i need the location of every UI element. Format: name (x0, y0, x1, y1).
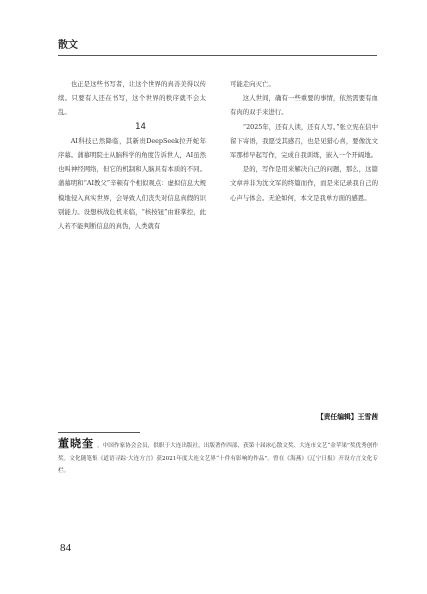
header-divider (58, 55, 377, 56)
right-column (230, 77, 378, 205)
paragraph: “2025年，还有人读，还有人写。”张立宪在信中留下寄语，我愿受其感召，也是见猎心喜，要像沈文军那样早起写作，完成自我训练，嵌入一个开阔地。 (230, 122, 378, 160)
left-column (58, 77, 206, 233)
author-bio (58, 438, 378, 478)
section-header: 散文 (58, 40, 78, 51)
paragraph: AI科技已然降临，其新贵DeepSeek拉开蛇年序幕。蒲慕明院士从脑科学的角度告诉世人，AI虽然也叫神经网络，但它的机制和人脑具有本质的不同。蒲慕明和“AI教父”辛顿有个相似观点：虚拟信息大规模地侵入真实世界，会导致人们丧失对信息真假的识别能力。设想核战危机来临，“核按钮”由谁掌控，此人若不能判断信息的真伪，人类就有 (58, 136, 206, 231)
author-bio-text: ，中国作家协会会员，供职于大连出版社，出版著作四部，获第十届冰心散文奖、大连市文艺“金苹果”奖优秀创作奖。文化随笔集《道语寻踪·大连方言》获2021年度大连文艺界“十件有影响的作品”。曾在《海燕》《辽宁日报》开设方言文化专栏。 (58, 443, 378, 474)
paragraph: 也正是这些书写者，让这个世界的真善美得以传续。只要有人还在书写，这个世界的秩序就不会太乱。 (58, 80, 206, 117)
bio-divider (58, 432, 140, 433)
section-number: 14 (135, 121, 146, 132)
paragraph: 可能走向灭亡。 (230, 80, 275, 88)
editor-credit: 【责任编辑】王雪茜 (316, 413, 378, 421)
paragraph: 是的，写作是用来解决自己的问题，那么，这篇文章并非为沈文军的终篇而作，而是来记录我自己的心声与体会。无论如何，本文是我单方面的感恩。 (230, 165, 378, 202)
author-name: 董晓奎 (58, 437, 95, 450)
page-number: 84 (60, 542, 71, 554)
paragraph: 这人世间，确有一些重要的事情，依然需要有血有肉的双手来进行。 (230, 94, 378, 117)
